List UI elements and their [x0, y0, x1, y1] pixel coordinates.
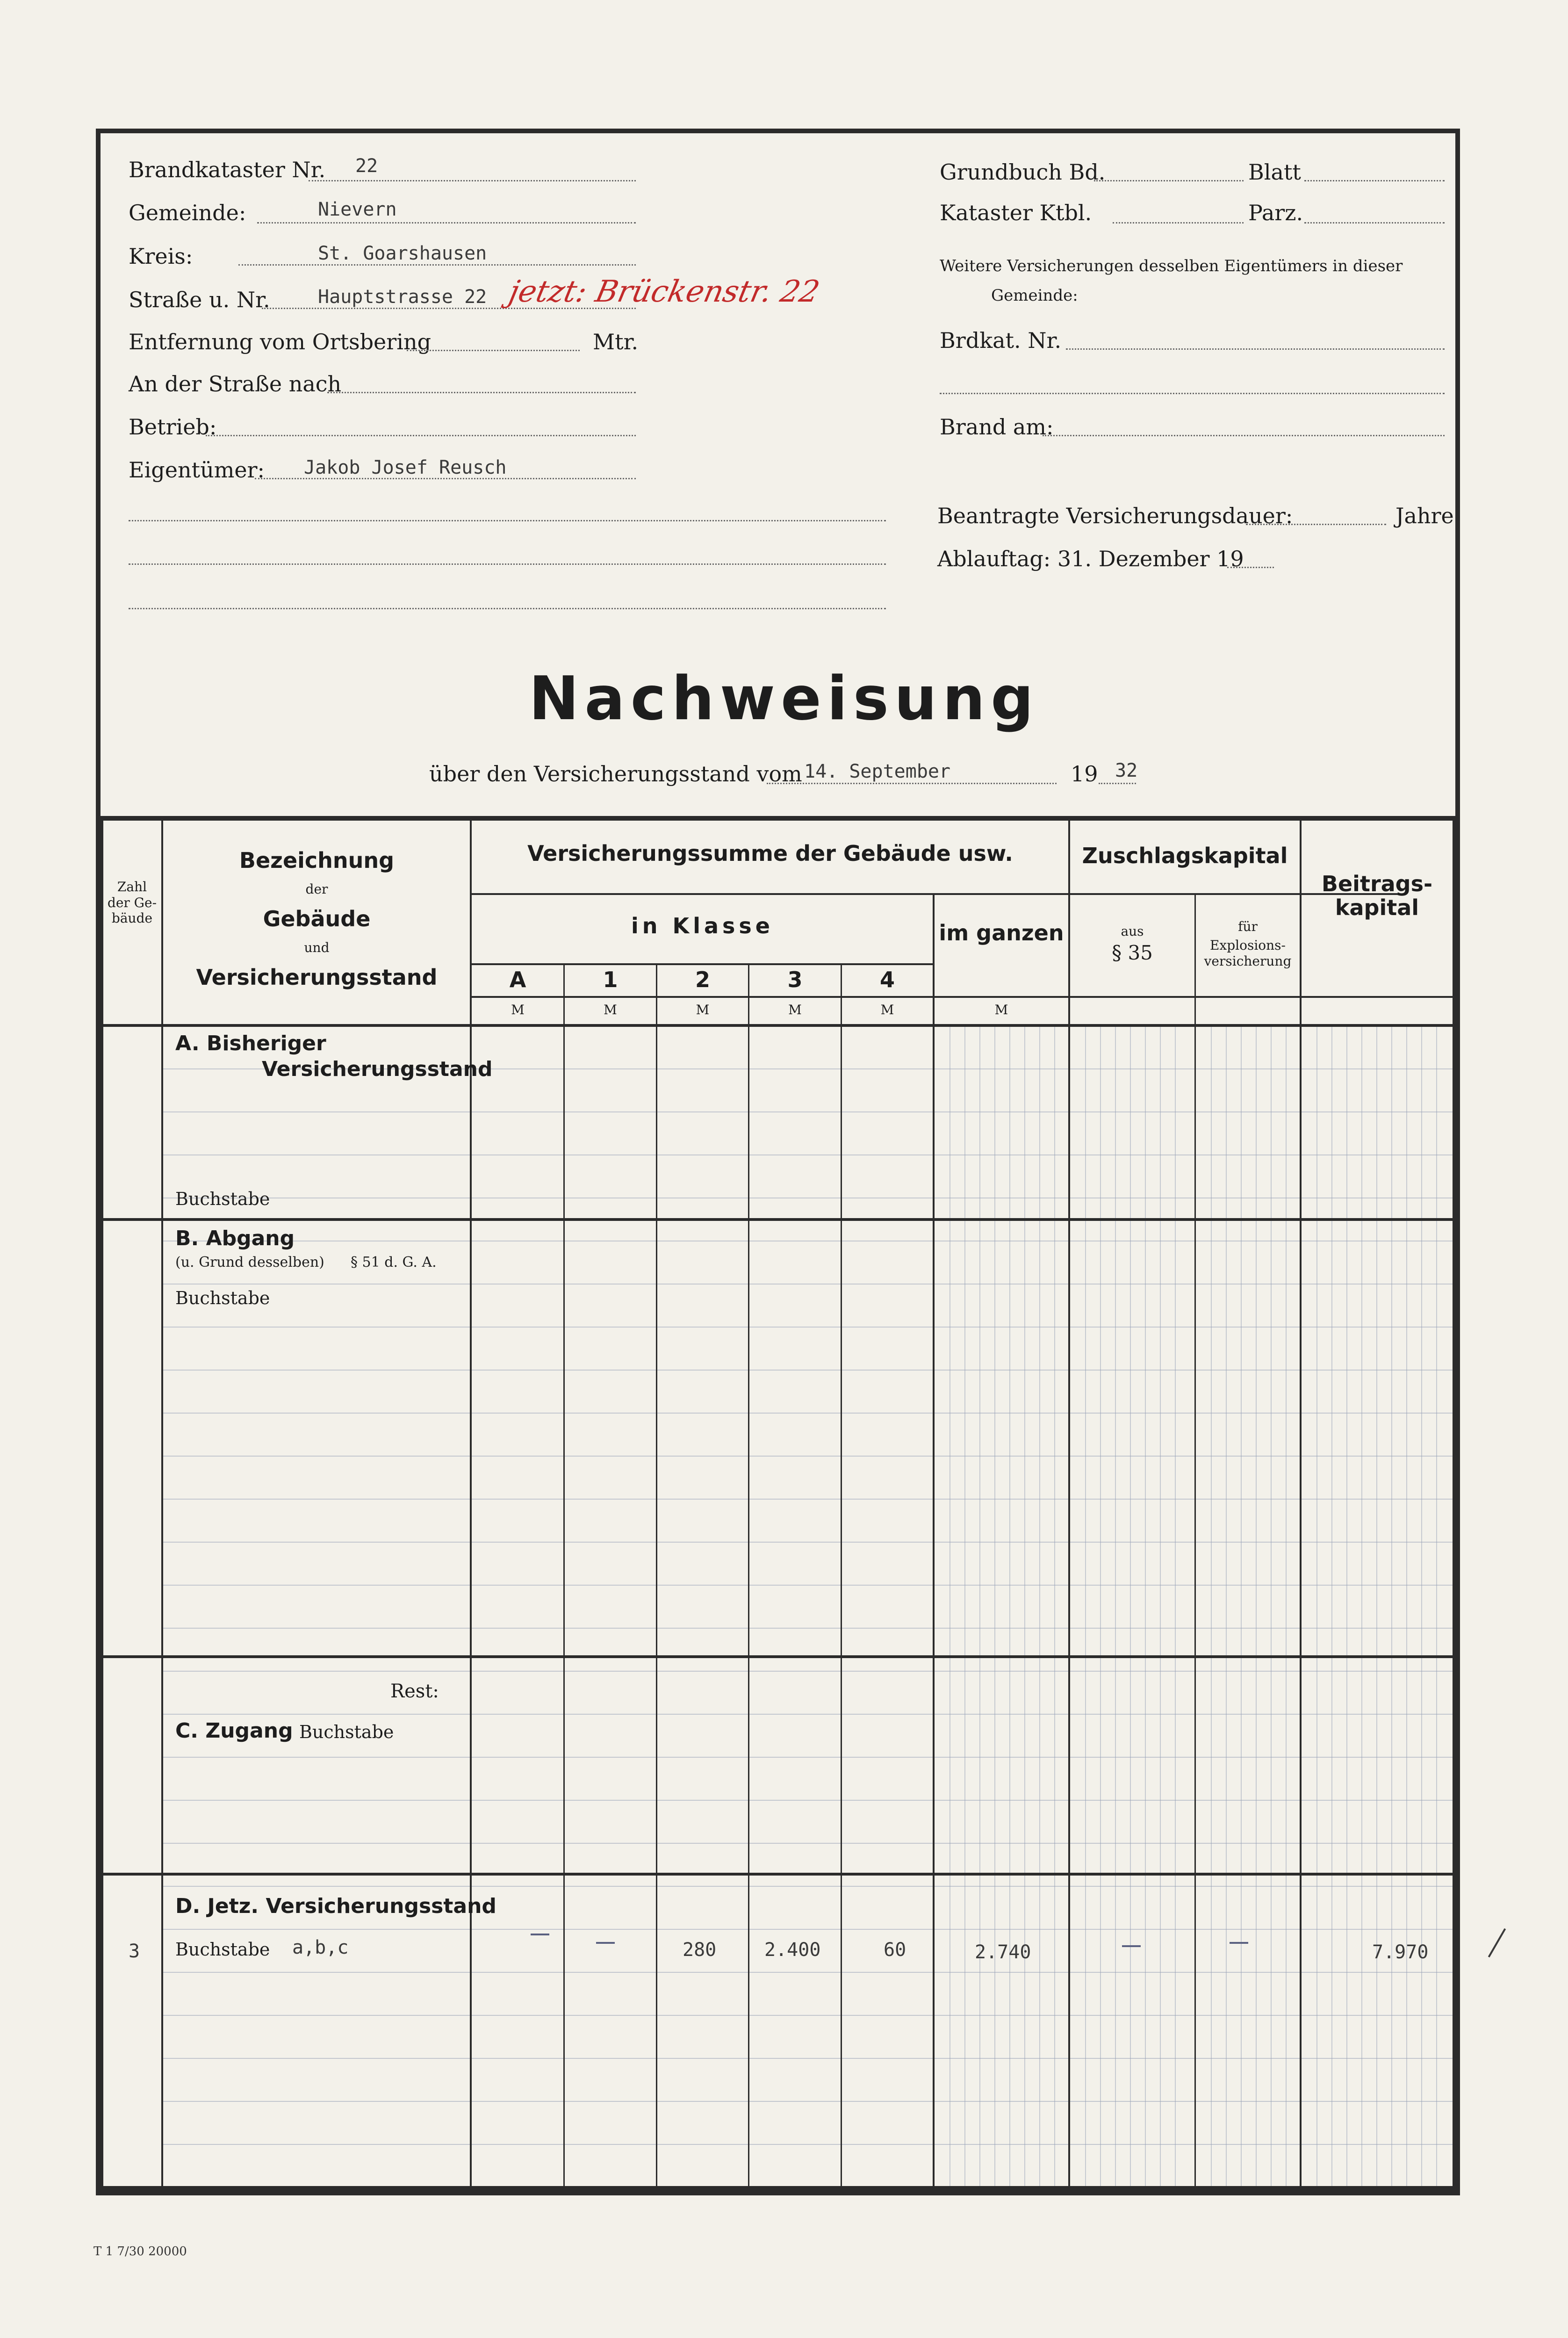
ablauf-line: [1227, 567, 1274, 568]
m-unit-4: M: [880, 1002, 894, 1017]
section-c-title: C. Zugang: [175, 1719, 293, 1743]
fine-row-rule: [163, 1456, 1453, 1457]
fine-column-rule: [1271, 1024, 1272, 2188]
fine-column-rule: [1054, 1024, 1055, 2188]
fine-column-rule: [1331, 1024, 1332, 2188]
header-zahl: Zahl der Ge- bäude: [107, 879, 157, 926]
gemeinde-value: Nievern: [318, 199, 397, 220]
fine-column-rule: [1024, 1024, 1025, 2188]
fine-column-rule: [1421, 1024, 1422, 2188]
col-3-right: [841, 963, 842, 2191]
an-der-strasse-line: [327, 392, 636, 393]
col-2-right: [748, 963, 749, 2191]
header-explosion: Explosions- versicherung: [1204, 938, 1292, 969]
section-c-buchstabe: Buchstabe: [299, 1722, 394, 1742]
row-d-klasse-2: 280: [683, 1939, 717, 1961]
col-edge-left: [101, 816, 103, 2191]
fine-column-rule: [1241, 1024, 1242, 2188]
weitere-line2: Gemeinde:: [991, 286, 1078, 305]
blatt-line: [1304, 180, 1445, 181]
col-1-right: [656, 963, 657, 2191]
fine-column-rule: [964, 1024, 965, 2188]
section-a-bottom-rule: [101, 1218, 1455, 1221]
kreis-line: [238, 264, 636, 266]
form-footer-code: T 1 7/30 20000: [94, 2244, 187, 2259]
fine-column-rule: [1130, 1024, 1131, 2188]
row-d-dash-1: [596, 1942, 615, 1944]
blatt-label: Blatt: [1248, 159, 1301, 185]
header-im-ganzen: im ganzen: [939, 920, 1064, 945]
section-c-bottom-rule: [101, 1873, 1455, 1876]
entfernung-line: [407, 350, 580, 351]
fine-column-rule: [979, 1024, 980, 2188]
fine-row-rule: [163, 1757, 1453, 1758]
row-d-dash-explosion: [1230, 1942, 1248, 1944]
fine-column-rule: [1406, 1024, 1407, 2188]
kreis-label: Kreis:: [129, 244, 193, 269]
fine-row-rule: [163, 1542, 1453, 1543]
fine-column-rule: [1160, 1024, 1161, 2188]
grundbuch-line: [1094, 180, 1244, 181]
col-ganzen-right: [1068, 816, 1070, 2191]
fine-column-rule: [1316, 1024, 1317, 2188]
row-d-dash-aus: [1122, 1945, 1141, 1947]
fine-row-rule: [163, 1972, 1453, 1973]
header-klasse-1: 1: [603, 967, 618, 992]
fine-row-rule: [163, 1327, 1453, 1328]
gemeinde-label: Gemeinde:: [129, 200, 246, 225]
header-aus: aus: [1121, 924, 1144, 939]
dauer-label: Beantragte Versicherungsdauer:: [937, 503, 1293, 528]
header-beitragskapital: Beitrags- kapital: [1321, 871, 1433, 920]
fine-column-rule: [1085, 1024, 1086, 2188]
m-unit-3: M: [788, 1002, 802, 1017]
kataster-label: Kataster Ktbl.: [940, 200, 1092, 225]
kataster-line: [1113, 222, 1244, 224]
header-bez-3: Versicherungsstand: [196, 965, 438, 990]
fine-column-rule: [1436, 1024, 1437, 2188]
subtitle-date-line: [767, 783, 1057, 784]
col-aus-right: [1194, 893, 1196, 2191]
fine-column-rule: [1361, 1024, 1362, 2188]
fine-column-rule: [1226, 1024, 1227, 2188]
strasse-value: Hauptstrasse 22: [318, 286, 487, 308]
fine-column-rule: [1256, 1024, 1257, 2188]
col-zuschlag-right: [1300, 816, 1302, 2191]
entfernung-unit: Mtr.: [593, 329, 639, 354]
fine-row-rule: [163, 1585, 1453, 1586]
fine-row-rule: [163, 2144, 1453, 2145]
section-c-rest: Rest:: [390, 1681, 439, 1702]
header-zuschlagskapital: Zuschlagskapital: [1082, 843, 1288, 868]
header-klasse-a: A: [509, 967, 526, 992]
section-b-buchstabe: Buchstabe: [175, 1288, 270, 1308]
section-a-title-1: A. Bisheriger: [175, 1032, 326, 1055]
check-tick: [1488, 1928, 1506, 1958]
row-d-zahl: 3: [129, 1941, 140, 1962]
fine-row-rule: [163, 1628, 1453, 1629]
eigentuemer-value: Jakob Josef Reusch: [304, 457, 507, 478]
header-mid-rule: [470, 893, 1400, 895]
fine-column-rule: [1175, 1024, 1176, 2188]
row-d-beitrag: 7.970: [1372, 1941, 1429, 1963]
fine-column-rule: [1039, 1024, 1040, 2188]
header-bez-der: der: [305, 881, 328, 897]
header-klasse-3: 3: [787, 967, 803, 992]
header-bez-1: Bezeichnung: [239, 848, 395, 873]
row-d-buchstabe-value: a,b,c: [292, 1937, 349, 1958]
m-unit-2: M: [696, 1002, 710, 1017]
section-a-title-2: Versicherungsstand: [262, 1057, 493, 1081]
fine-column-rule: [1145, 1024, 1146, 2188]
strasse-handwritten-note: jetzt: Brückenstr. 22: [506, 274, 823, 309]
fine-row-rule: [163, 1499, 1453, 1500]
row-d-klasse-4: 60: [884, 1939, 906, 1961]
col-4-right: [933, 893, 935, 2191]
fine-column-rule: [1346, 1024, 1347, 2188]
klasse-rule: [470, 963, 933, 965]
subtitle-year-line: [1099, 783, 1136, 784]
brdkat-label: Brdkat. Nr.: [940, 328, 1062, 353]
brand-label: Brand am:: [940, 414, 1054, 440]
brandkataster-line: [309, 180, 636, 181]
parz-label: Parz.: [1248, 200, 1303, 225]
betrieb-line: [206, 435, 636, 436]
dauer-unit: Jahre: [1395, 503, 1454, 528]
fine-column-rule: [1376, 1024, 1377, 2188]
fine-row-rule: [163, 1929, 1453, 1930]
fine-column-rule: [949, 1024, 950, 2188]
subtitle-prefix: über den Versicherungsstand vom: [429, 761, 802, 787]
fine-column-rule: [1009, 1024, 1010, 2188]
row-d-dash-a: [531, 1934, 549, 1935]
header-klasse-2: 2: [695, 967, 710, 992]
kreis-value: St. Goarshausen: [318, 243, 487, 264]
section-a-buchstabe: Buchstabe: [175, 1189, 270, 1209]
section-d-buchstabe: Buchstabe: [175, 1939, 270, 1960]
grundbuch-label: Grundbuch Bd.: [940, 159, 1106, 185]
entfernung-label: Entfernung vom Ortsbering: [129, 329, 432, 354]
header-bez-und: und: [304, 940, 330, 955]
brandkataster-label: Brandkataster Nr.: [129, 157, 326, 182]
m-unit-ganzen: M: [994, 1002, 1008, 1017]
table-top-rule: [101, 816, 1455, 821]
fine-row-rule: [163, 1111, 1453, 1112]
brdkat-line: [1066, 348, 1445, 350]
m-unit-a: M: [511, 1002, 525, 1017]
brandkataster-value: 22: [355, 155, 378, 177]
fine-row-rule: [163, 1413, 1453, 1414]
brand-line: [1043, 435, 1445, 436]
fine-row-rule: [163, 1886, 1453, 1887]
fine-column-rule: [1100, 1024, 1101, 2188]
dauer-line: [1246, 524, 1386, 525]
fine-row-rule: [163, 2015, 1453, 2016]
m-rule: [470, 996, 1455, 998]
header-bez-2: Gebäude: [263, 906, 371, 931]
col-bez-right: [470, 816, 472, 2191]
fine-row-rule: [163, 1370, 1453, 1371]
an-der-strasse-label: An der Straße nach: [129, 371, 342, 397]
header-in-klasse: in Klasse: [631, 913, 774, 938]
col-edge-right: [1453, 816, 1455, 2191]
blank-line-2: [129, 563, 886, 565]
section-b-paragraph: § 51 d. G. A.: [351, 1254, 437, 1270]
gemeinde-line: [257, 222, 636, 224]
m-unit-1: M: [604, 1002, 617, 1017]
fine-column-rule: [994, 1024, 995, 2188]
betrieb-label: Betrieb:: [129, 414, 217, 440]
header-paragraph-35: § 35: [1112, 941, 1153, 964]
weitere-line1: Weitere Versicherungen desselben Eigentümers in dieser: [940, 257, 1403, 275]
table-bottom-rule: [101, 2186, 1455, 2191]
fine-row-rule: [163, 1714, 1453, 1715]
blank-line-1: [129, 520, 886, 521]
row-d-im-ganzen: 2.740: [975, 1941, 1031, 1963]
row-d-klasse-3: 2.400: [764, 1939, 821, 1961]
strasse-label: Straße u. Nr.: [129, 287, 270, 312]
brdkat-line-2: [940, 393, 1445, 394]
fine-row-rule: [163, 2101, 1453, 2102]
document-title: Nachweisung: [529, 664, 1039, 734]
fine-column-rule: [1391, 1024, 1392, 2188]
fine-column-rule: [1286, 1024, 1287, 2188]
fine-row-rule: [163, 2058, 1453, 2059]
parz-line: [1304, 222, 1445, 224]
section-d-title: D. Jetz. Versicherungsstand: [175, 1894, 496, 1918]
fine-column-rule: [1115, 1024, 1116, 2188]
fine-row-rule: [163, 1843, 1453, 1844]
blank-line-3: [129, 608, 886, 609]
subtitle-year-prefix: 19: [1071, 761, 1098, 787]
subtitle-date-value: 14. September: [804, 761, 951, 782]
fine-column-rule: [1211, 1024, 1212, 2188]
col-zahl-right: [161, 816, 163, 2191]
header-fuer: für: [1238, 919, 1258, 934]
header-bottom-rule: [101, 1024, 1455, 1027]
fine-row-rule: [163, 1800, 1453, 1801]
col-a-right: [563, 963, 565, 2191]
section-b-sub: (u. Grund desselben): [175, 1254, 324, 1270]
subtitle-year-value: 32: [1115, 760, 1138, 781]
ablauf-label: Ablauftag: 31. Dezember 19: [937, 546, 1244, 571]
section-b-title: B. Abgang: [175, 1227, 295, 1250]
fine-row-rule: [163, 1671, 1453, 1672]
section-b-bottom-rule: [101, 1655, 1455, 1658]
header-versicherungssumme: Versicherungssumme der Gebäude usw.: [527, 841, 1013, 866]
eigentuemer-label: Eigentümer:: [129, 457, 265, 483]
header-klasse-4: 4: [879, 967, 895, 992]
versicherung-table: [101, 816, 1455, 2191]
